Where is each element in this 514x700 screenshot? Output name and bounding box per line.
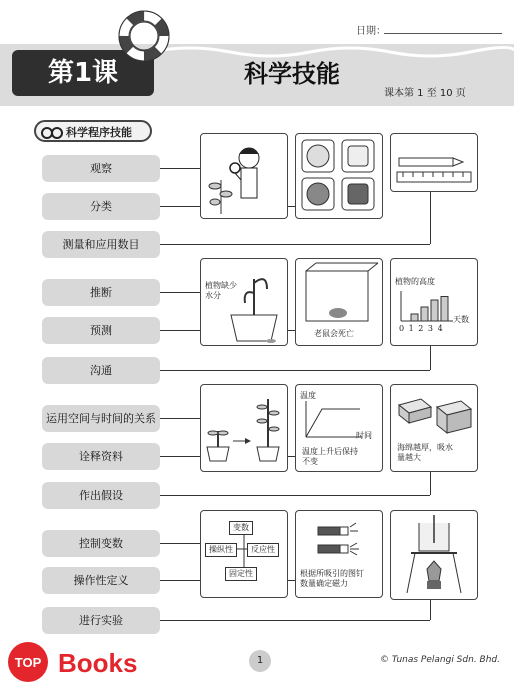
magnet-caption: 根据所吸引的图钉 数量确定磁力 — [300, 569, 364, 588]
section-title — [34, 120, 152, 142]
skill-observe: 观察 — [42, 155, 160, 182]
skill-measure: 测量和应用数目 — [42, 231, 160, 258]
wilting-plant-illustration — [201, 259, 287, 345]
skill-operational-definition: 操作性定义 — [42, 567, 160, 594]
copyright: © Tunas Pelangi Sdn. Bhd. — [380, 655, 500, 665]
buttons-and-dice-illustration — [296, 134, 382, 218]
connector-line — [160, 168, 200, 169]
page-number: 1 — [249, 650, 271, 672]
goggles-icon — [40, 125, 64, 141]
textbook-pages: 课本第 1 至 10 页 — [384, 88, 466, 99]
graph-panel — [390, 258, 478, 346]
section-title-text: 科学程序技能 — [66, 126, 132, 139]
graph2-ylabel: 温度 — [300, 391, 316, 400]
space-time-panel — [200, 384, 288, 472]
lesson-number: 第1课 — [12, 50, 154, 96]
skill-infer: 推断 — [42, 279, 160, 306]
connector-line — [160, 620, 430, 621]
predict-panel — [295, 258, 383, 346]
connector-line — [160, 292, 200, 293]
graph2-caption: 温度上升后保持 不变 — [302, 447, 358, 466]
skill-space-time: 运用空间与时间的关系 — [42, 405, 160, 432]
bar-day-3 — [431, 300, 438, 321]
measure-panel — [390, 133, 478, 192]
connector-line — [160, 244, 430, 245]
infer-panel — [200, 258, 288, 346]
svg-text:TOP: TOP — [14, 655, 42, 670]
heating-apparatus-illustration — [391, 511, 477, 599]
classify-panel — [295, 133, 383, 219]
plant-growth-illustration — [201, 385, 287, 471]
boy-with-magnifier-illustration — [201, 134, 287, 218]
svg-text:Books: Books — [58, 648, 138, 678]
skill-classify: 分类 — [42, 193, 160, 220]
skill-experiment: 进行实验 — [42, 607, 160, 634]
connector-line — [160, 543, 200, 544]
date-label: 日期： — [356, 26, 386, 37]
connector-line — [430, 598, 431, 620]
skill-interpret: 诠释资料 — [42, 443, 160, 470]
infer-caption: 植物缺少 水分 — [205, 281, 237, 300]
skill-communicate: 沟通 — [42, 357, 160, 384]
pencil-and-ruler-illustration — [391, 134, 477, 191]
connector-line — [430, 190, 431, 244]
graph1-title: 植物的高度 — [395, 277, 435, 286]
connector-line — [160, 370, 430, 371]
operational-panel — [295, 510, 383, 598]
skill-hypothesize: 作出假设 — [42, 482, 160, 509]
variables-left: 操纵性 — [205, 543, 237, 557]
connector-line — [160, 418, 200, 419]
skill-control-variables: 控制变数 — [42, 530, 160, 557]
bar-day-4 — [441, 297, 448, 322]
skill-predict: 预测 — [42, 317, 160, 344]
sponge-caption: 海绵越厚，吸水 量越大 — [397, 443, 453, 462]
connector-line — [430, 346, 431, 370]
graph1-xlabel: 天数 — [453, 315, 469, 324]
graph1-ticks: 0 1 2 3 4 — [399, 324, 443, 333]
variables-panel — [200, 510, 288, 598]
observe-panel — [200, 133, 288, 219]
lifebuoy-icon — [118, 10, 170, 62]
bar-day-1 — [411, 314, 418, 321]
date-line — [384, 33, 502, 34]
graph2-xlabel: 时间 — [356, 431, 372, 440]
connector-line — [160, 495, 430, 496]
connector-line — [430, 470, 431, 495]
interpret-panel — [295, 384, 383, 472]
experiment-panel — [390, 510, 478, 600]
bar-day-2 — [421, 307, 428, 321]
predict-caption: 老鼠会死亡 — [314, 329, 354, 338]
hypothesis-panel — [390, 384, 478, 472]
topbooks-logo — [6, 640, 176, 684]
variables-bottom: 固定性 — [225, 567, 257, 581]
page-title: 科学技能 — [244, 60, 340, 88]
variables-right: 反应性 — [247, 543, 279, 557]
variables-top: 变数 — [229, 521, 253, 535]
